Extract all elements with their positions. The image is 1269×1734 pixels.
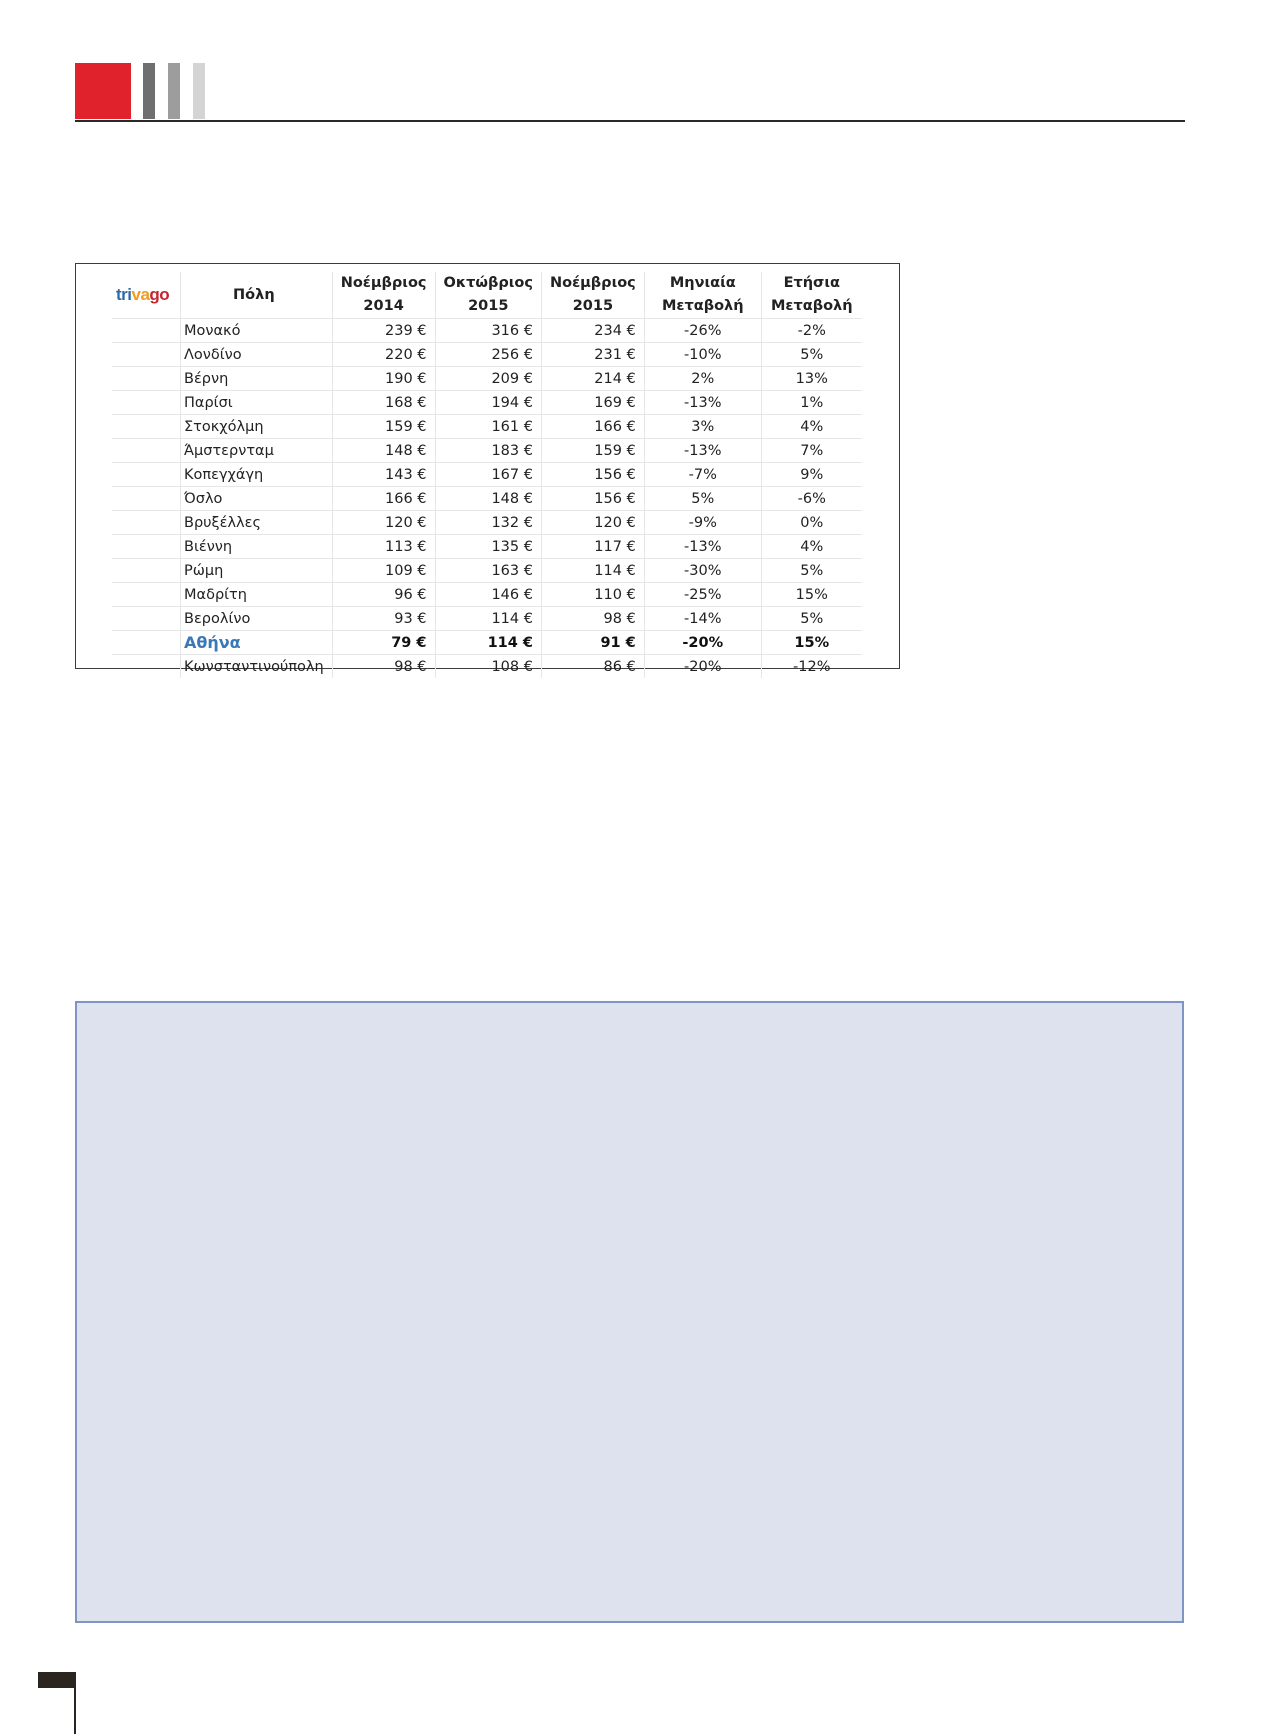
monthly-cell: -25% <box>644 583 761 607</box>
header-rule <box>75 120 1185 122</box>
header-monthly-change: Μηνιαία Μεταβολή <box>644 272 761 319</box>
nov2014-cell: 166 € <box>332 487 435 511</box>
monthly-cell: -20% <box>644 655 761 679</box>
oct2015-cell: 316 € <box>435 319 541 343</box>
nov2014-cell: 143 € <box>332 463 435 487</box>
yearly-cell: 4% <box>761 415 862 439</box>
table-row <box>112 319 862 343</box>
table-row-highlight-athens <box>112 631 862 655</box>
oct2015-cell: 132 € <box>435 511 541 535</box>
trivago-logo: trivago <box>112 272 181 319</box>
city-cell: Αθήνα <box>181 631 333 655</box>
oct2015-cell: 148 € <box>435 487 541 511</box>
nov2014-cell: 168 € <box>332 391 435 415</box>
oct2015-cell: 114 € <box>435 607 541 631</box>
nov2014-cell: 159 € <box>332 415 435 439</box>
monthly-cell: -20% <box>644 631 761 655</box>
nov2014-cell: 190 € <box>332 367 435 391</box>
table-row <box>112 511 862 535</box>
nov2014-cell: 239 € <box>332 319 435 343</box>
oct2015-cell: 194 € <box>435 391 541 415</box>
monthly-cell: 3% <box>644 415 761 439</box>
nov2015-cell: 159 € <box>541 439 644 463</box>
yearly-cell: 1% <box>761 391 862 415</box>
city-cell: Βιέννη <box>181 535 333 559</box>
nov2015-cell: 91 € <box>541 631 644 655</box>
nov2015-cell: 110 € <box>541 583 644 607</box>
header-stripe-light <box>193 63 205 119</box>
city-cell: Παρίσι <box>181 391 333 415</box>
info-box <box>75 1001 1184 1623</box>
city-cell: Όσλο <box>181 487 333 511</box>
header-oct-2015: Οκτώβριος 2015 <box>435 272 541 319</box>
nov2015-cell: 156 € <box>541 487 644 511</box>
nov2015-cell: 166 € <box>541 415 644 439</box>
yearly-cell: 5% <box>761 607 862 631</box>
monthly-cell: 2% <box>644 367 761 391</box>
table-header-row <box>112 272 862 319</box>
yearly-cell: 5% <box>761 559 862 583</box>
yearly-cell: -12% <box>761 655 862 679</box>
city-cell: Κωνσταντινούπολη <box>181 655 333 679</box>
nov2015-cell: 120 € <box>541 511 644 535</box>
nov2015-cell: 117 € <box>541 535 644 559</box>
nov2014-cell: 113 € <box>332 535 435 559</box>
city-cell: Μαδρίτη <box>181 583 333 607</box>
hotel-price-table-box <box>75 263 900 675</box>
monthly-cell: -14% <box>644 607 761 631</box>
nov2015-cell: 214 € <box>541 367 644 391</box>
oct2015-cell: 256 € <box>435 343 541 367</box>
table-row <box>112 463 862 487</box>
oct2015-cell: 108 € <box>435 655 541 679</box>
footer-vertical-rule <box>74 1672 76 1734</box>
nov2014-cell: 79 € <box>332 631 435 655</box>
nov2015-cell: 234 € <box>541 319 644 343</box>
yearly-cell: 0% <box>761 511 862 535</box>
city-cell: Κοπεγχάγη <box>181 463 333 487</box>
table-row <box>112 559 862 583</box>
nov2015-cell: 114 € <box>541 559 644 583</box>
table-row <box>112 487 862 511</box>
oct2015-cell: 167 € <box>435 463 541 487</box>
yearly-cell: 15% <box>761 631 862 655</box>
city-cell: Άμστερνταμ <box>181 439 333 463</box>
table-row <box>112 439 862 463</box>
monthly-cell: -7% <box>644 463 761 487</box>
yearly-cell: 9% <box>761 463 862 487</box>
yearly-cell: -2% <box>761 319 862 343</box>
yearly-cell: 5% <box>761 343 862 367</box>
monthly-cell: 5% <box>644 487 761 511</box>
monthly-cell: -13% <box>644 391 761 415</box>
yearly-cell: 4% <box>761 535 862 559</box>
table-row <box>112 607 862 631</box>
nov2015-cell: 231 € <box>541 343 644 367</box>
table-row <box>112 343 862 367</box>
header-nov-2014: Νοέμβριος 2014 <box>332 272 435 319</box>
nov2015-cell: 169 € <box>541 391 644 415</box>
city-cell: Στοκχόλμη <box>181 415 333 439</box>
yearly-cell: 13% <box>761 367 862 391</box>
hotel-price-table <box>112 272 862 678</box>
table-row <box>112 583 862 607</box>
oct2015-cell: 163 € <box>435 559 541 583</box>
city-cell: Λονδίνο <box>181 343 333 367</box>
nov2015-cell: 98 € <box>541 607 644 631</box>
yearly-cell: -6% <box>761 487 862 511</box>
nov2015-cell: 156 € <box>541 463 644 487</box>
nov2015-cell: 86 € <box>541 655 644 679</box>
nov2014-cell: 148 € <box>332 439 435 463</box>
oct2015-cell: 135 € <box>435 535 541 559</box>
city-cell: Ρώμη <box>181 559 333 583</box>
oct2015-cell: 209 € <box>435 367 541 391</box>
oct2015-cell: 146 € <box>435 583 541 607</box>
oct2015-cell: 161 € <box>435 415 541 439</box>
city-cell: Μονακό <box>181 319 333 343</box>
header-city: Πόλη <box>181 272 333 319</box>
header-yearly-change: Ετήσια Μεταβολή <box>761 272 862 319</box>
table-row <box>112 535 862 559</box>
nov2014-cell: 109 € <box>332 559 435 583</box>
footer-page-tab <box>38 1672 76 1688</box>
yearly-cell: 7% <box>761 439 862 463</box>
monthly-cell: -9% <box>644 511 761 535</box>
header-red-block <box>75 63 131 119</box>
city-cell: Βρυξέλλες <box>181 511 333 535</box>
monthly-cell: -13% <box>644 439 761 463</box>
nov2014-cell: 120 € <box>332 511 435 535</box>
header-stripe-dark <box>143 63 155 119</box>
oct2015-cell: 183 € <box>435 439 541 463</box>
nov2014-cell: 93 € <box>332 607 435 631</box>
table-row <box>112 391 862 415</box>
table-row <box>112 415 862 439</box>
city-cell: Βερολίνο <box>181 607 333 631</box>
table-row <box>112 367 862 391</box>
yearly-cell: 15% <box>761 583 862 607</box>
header-stripe-mid <box>168 63 180 119</box>
monthly-cell: -30% <box>644 559 761 583</box>
monthly-cell: -13% <box>644 535 761 559</box>
header-nov-2015: Νοέμβριος 2015 <box>541 272 644 319</box>
table-row <box>112 655 862 679</box>
monthly-cell: -10% <box>644 343 761 367</box>
oct2015-cell: 114 € <box>435 631 541 655</box>
nov2014-cell: 98 € <box>332 655 435 679</box>
monthly-cell: -26% <box>644 319 761 343</box>
nov2014-cell: 220 € <box>332 343 435 367</box>
city-cell: Βέρνη <box>181 367 333 391</box>
nov2014-cell: 96 € <box>332 583 435 607</box>
